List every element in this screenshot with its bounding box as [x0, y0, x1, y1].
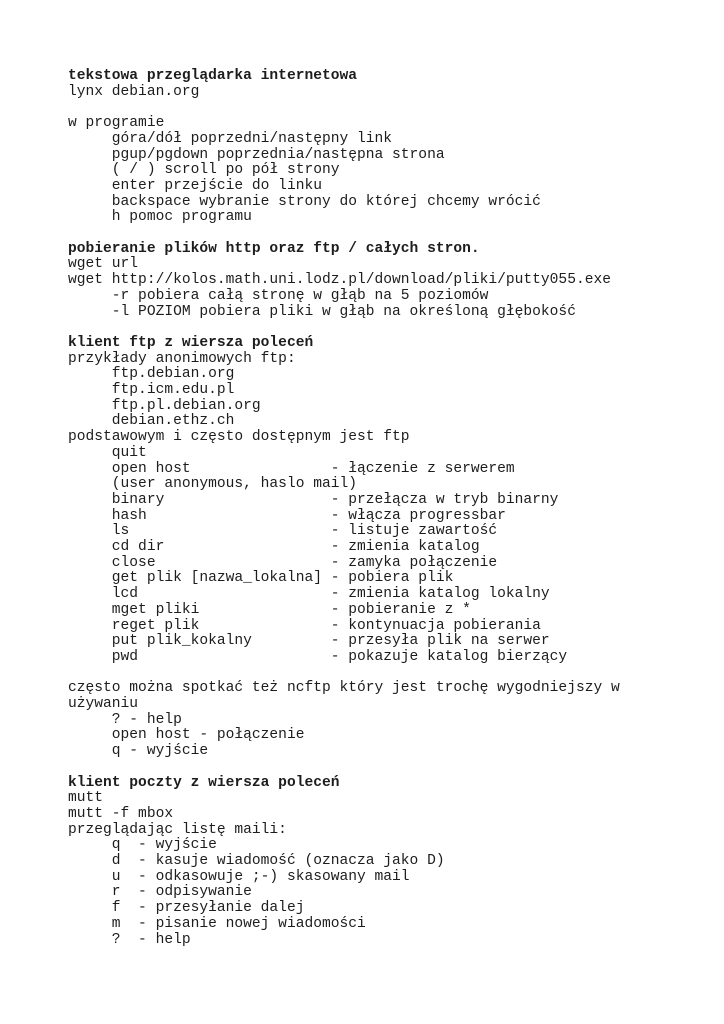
document-line: ftp.debian.org	[68, 366, 235, 383]
document-line: podstawowym i często dostępnym jest ftp	[68, 429, 410, 446]
section-heading: tekstowa przeglądarka internetowa	[68, 68, 358, 84]
document-line: ftp.icm.edu.pl	[68, 382, 235, 399]
document-line: ftp.pl.debian.org	[68, 397, 261, 414]
document-line: backspace wybranie strony do której chcemy wrócić	[68, 193, 541, 210]
document-line: -l POZIOM pobiera pliki w głąb na określoną głębokość	[68, 303, 576, 320]
document-line: przykłady anonimowych ftp:	[68, 350, 296, 367]
document-line: mutt -f mbox	[68, 805, 174, 822]
document-line: debian.ethz.ch	[68, 413, 235, 430]
document-line: ls - listuje zawartość	[68, 523, 498, 540]
document-line: q - wyjście	[68, 837, 217, 854]
document-line: hash - włącza progressbar	[68, 507, 506, 524]
document-line: -r pobiera całą stronę w głąb na 5 poziomów	[68, 287, 489, 304]
section-heading: pobieranie plików http oraz ftp / całych stron.	[68, 240, 480, 257]
document-line: close - zamyka połączenie	[68, 554, 498, 571]
document-line: cd dir - zmienia katalog	[68, 539, 480, 556]
text-document	[68, 69, 724, 948]
document-line: put plik_kokalny - przesyła plik na serwer	[68, 633, 550, 650]
document-line: w programie	[68, 115, 165, 132]
document-line: wget http://kolos.math.uni.lodz.pl/download/pliki/putty055.exe	[68, 272, 611, 289]
document-line: mutt	[68, 790, 104, 807]
document-line: lynx debian.org	[68, 83, 200, 100]
document-line: reget plik - kontynuacja pobierania	[68, 617, 541, 634]
document-line: wget url	[68, 256, 139, 273]
document-line: h pomoc programu	[68, 209, 252, 226]
document-line: lcd - zmienia katalog lokalny	[68, 586, 550, 603]
document-line	[68, 760, 724, 776]
document-line: get plik [nazwa_lokalna] - pobiera plik	[68, 570, 454, 587]
document-line: open host - łączenie z serwerem	[68, 460, 515, 477]
document-line: quit	[68, 444, 147, 461]
document-line: d - kasuje wiadomość (oznacza jako D)	[68, 853, 445, 870]
document-line: u - odkasowuje ;-) skasowany mail	[68, 868, 410, 885]
document-line: f - przesyłanie dalej	[68, 900, 305, 917]
document-line	[68, 226, 724, 242]
document-line: góra/dół poprzedni/następny link	[68, 130, 393, 147]
document-line: enter przejście do linku	[68, 177, 322, 194]
document-line: r - odpisywanie	[68, 884, 252, 901]
document-line	[68, 100, 724, 116]
section-heading: klient poczty z wiersza poleceń	[68, 774, 340, 791]
document-line: pwd - pokazuje katalog bierzący	[68, 648, 568, 665]
document-line: mget pliki - pobieranie z *	[68, 601, 471, 618]
document-line: (user anonymous, haslo mail)	[68, 476, 358, 493]
document-line: często można spotkać też ncftp który jest trochę wygodniejszy w	[68, 680, 620, 697]
document-line: pgup/pgdown poprzednia/następna strona	[68, 146, 445, 163]
document-line: ( / ) scroll po pół strony	[68, 162, 340, 179]
document-line: q - wyjście	[68, 743, 209, 760]
document-line: m - pisanie nowej wiadomości	[68, 915, 366, 932]
document-line: open host - połączenie	[68, 727, 305, 744]
document-line: binary - przełącza w tryb binarny	[68, 491, 559, 508]
document-line: przeglądając listę maili:	[68, 821, 287, 838]
document-line: ? - help	[68, 931, 191, 948]
document-line: używaniu	[68, 696, 139, 713]
document-line	[68, 320, 724, 336]
document-line: ? - help	[68, 711, 182, 728]
section-heading: klient ftp z wiersza poleceń	[68, 334, 314, 351]
document-line	[68, 666, 724, 682]
